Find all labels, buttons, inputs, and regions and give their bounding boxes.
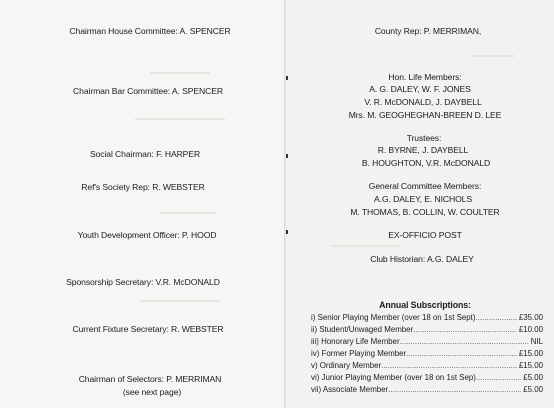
subscription-label: i) Senior Playing Member (over 18 on 1st Sept) <box>311 313 476 322</box>
subscription-amount: £10.00 <box>518 325 543 334</box>
subscription-amount: £15.00 <box>518 361 543 370</box>
subscription-label: iii) Honorary Life Member <box>311 337 400 346</box>
chairman-bar-committee: Chairman Bar Committee: A. SPENCER <box>73 86 223 96</box>
subscription-row <box>311 385 543 394</box>
subscription-row <box>311 337 543 346</box>
youth-development-officer: Youth Development Officer: P. HOOD <box>77 230 217 240</box>
show-through <box>140 300 220 302</box>
show-through <box>330 245 400 247</box>
general-committee-heading: General Committee Members: <box>368 181 482 191</box>
subscriptions-heading: Annual Subscriptions: <box>379 300 471 310</box>
chairman-house-committee: Chairman House Committee: A. SPENCER <box>69 26 231 36</box>
fold-mark <box>286 154 288 158</box>
leader-dots <box>406 349 517 358</box>
subscription-row <box>311 349 543 358</box>
subscription-amount: £5.00 <box>523 385 543 394</box>
right-page <box>285 0 554 408</box>
subscription-label: vi) Junior Playing Member (over 18 on 1st Sep) <box>311 373 476 382</box>
leader-dots <box>476 373 521 382</box>
trustees-line: R. BYRNE, J. DAYBELL <box>377 145 469 155</box>
subscription-label: iv) Former Playing Member <box>311 349 407 358</box>
social-chairman: Social Chairman: F. HARPER <box>89 149 201 159</box>
subscription-amount: £15.00 <box>518 349 543 358</box>
trustees-line: B. HOUGHTON, V.R. McDONALD <box>361 158 491 168</box>
ex-officio-post: EX-OFFICIO POST <box>388 230 462 240</box>
subscription-amount: £35.00 <box>518 313 543 322</box>
hon-life-members-line: V. R. McDONALD, J. DAYBELL <box>364 97 482 107</box>
show-through <box>150 72 210 74</box>
subscription-row <box>311 325 543 334</box>
subscription-label: vii) Associate Member <box>311 385 389 394</box>
subscription-label: ii) Student/Unwaged Member <box>311 325 414 334</box>
hon-life-members-line: A. G. DALEY, W. F. JONES <box>369 84 471 94</box>
general-committee-line: M. THOMAS, B. COLLIN, W. COULTER <box>350 207 500 217</box>
subscription-row <box>311 373 543 382</box>
fold-mark <box>286 76 288 80</box>
chairman-of-selectors: Chairman of Selectors: P. MERRIMAN <box>78 374 222 384</box>
club-historian: Club Historian: A.G. DALEY <box>370 254 474 264</box>
leader-dots <box>413 325 517 334</box>
subscription-amount: £5.00 <box>523 373 543 382</box>
page-fold <box>284 0 286 408</box>
show-through <box>135 118 225 120</box>
subscription-label: v) Ordinary Member <box>311 361 382 370</box>
show-through <box>160 212 215 214</box>
subscription-row <box>311 313 543 322</box>
county-rep: County Rep: P. MERRIMAN, <box>374 26 482 36</box>
refs-society-rep: Ref's Society Rep: R. WEBSTER <box>81 182 205 192</box>
leader-dots <box>400 337 529 346</box>
sponsorship-secretary: Sponsorship Secretary: V.R. McDONALD <box>66 277 220 287</box>
see-next-page: (see next page) <box>122 387 182 397</box>
show-through <box>470 55 515 57</box>
hon-life-members-heading: Hon. Life Members: <box>388 72 462 82</box>
general-committee-line: A.G. DALEY, E. NICHOLS <box>374 194 472 204</box>
leader-dots <box>388 385 521 394</box>
subscription-row <box>311 361 543 370</box>
subscription-amount: NIL <box>530 337 543 346</box>
hon-life-members-line: Mrs. M. GEOGHEGHAN-BREEN D. LEE <box>348 110 502 120</box>
trustees-heading: Trustees: <box>406 133 442 143</box>
fold-mark <box>286 230 288 234</box>
leader-dots <box>381 361 517 370</box>
current-fixture-secretary: Current Fixture Secretary: R. WEBSTER <box>72 324 224 334</box>
leader-dots <box>475 313 516 322</box>
